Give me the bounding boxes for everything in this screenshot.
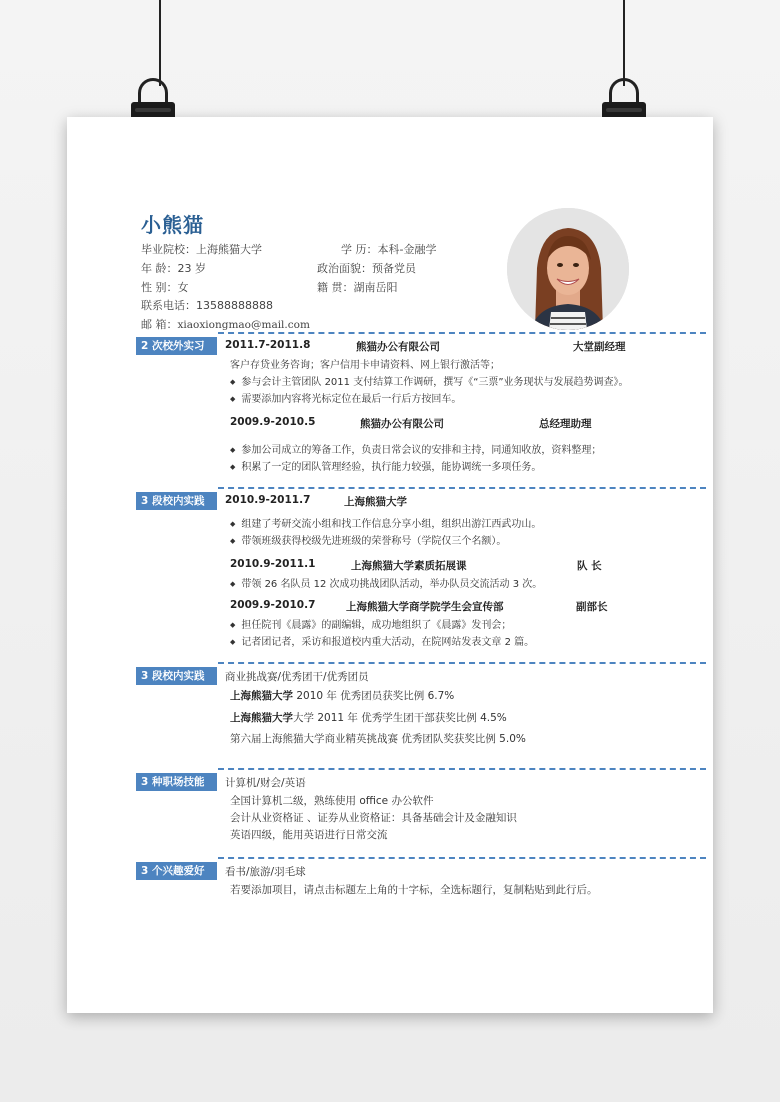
info-political: 政治面貌：预备党员 — [317, 262, 416, 275]
entry-bullet: ◆ 担任院刊《晨露》的副编辑，成功地组织了《晨露》发刊会； — [230, 616, 511, 631]
hanging-string-right — [623, 0, 625, 86]
award-line: 上海熊猫大学大学 2011 年 优秀学生团干部获奖比例 4.5% — [230, 712, 507, 724]
entry-role: 队 长 — [577, 560, 602, 572]
info-degree: 学 历：本科-金融学 — [341, 243, 437, 256]
entry-bullet: ◆ 组建了考研交流小组和找工作信息分享小组，组织出游江西武功山。 — [230, 515, 541, 530]
section-head: 计算机/财会/英语 — [225, 777, 306, 789]
section-divider — [218, 768, 706, 770]
profile-photo — [507, 208, 629, 330]
email-label: 邮 箱： — [141, 318, 178, 331]
entry-role: 总经理助理 — [539, 418, 592, 430]
entry-bullet: ◆ 带领 26 名队员 12 次成功挑战团队活动，举办队员交流活动 3 次。 — [230, 575, 542, 590]
info-email — [141, 316, 310, 332]
entry-bullet: ◆ 带领班级获得校级先进班级的荣誉称号（学院仅三个名额）。 — [230, 532, 506, 547]
skill-line: 全国计算机二级，熟练使用 office 办公软件 — [230, 795, 434, 807]
entry-bullet: ◆ 积累了一定的团队管理经验，执行能力较强，能协调统一多项任务。 — [230, 458, 541, 473]
hanging-string-left — [159, 0, 161, 86]
section-head: 商业挑战赛/优秀团干/优秀团员 — [225, 671, 369, 683]
section-divider — [218, 662, 706, 664]
entry-bullet: ◆ 记者团记者，采访和报道校内重大活动，在院网站发表文章 2 篇。 — [230, 633, 534, 648]
section-tag: 3 种职场技能 — [136, 773, 217, 791]
entry-org: 熊猫办公有限公司 — [356, 341, 440, 353]
skill-line: 会计从业资格证 、证券从业资格证：具备基础会计及金融知识 — [230, 812, 517, 824]
entry-role: 副部长 — [576, 601, 608, 613]
entry-date: 2009.9-2010.5 — [230, 416, 316, 428]
entry-date: 2009.9-2010.7 — [230, 599, 316, 611]
entry-date: 2010.9-2011.1 — [230, 558, 316, 570]
info-school: 毕业院校：上海熊猫大学 — [141, 243, 262, 256]
section-divider — [218, 332, 706, 334]
info-gender: 性 别：女 — [141, 281, 189, 294]
info-origin: 籍 贯：湖南岳阳 — [317, 281, 398, 294]
entry-bullet: ◆ 参与会计主管团队 2011 支付结算工作调研，撰写《“三票”业务现状与发展趋势调查》。 — [230, 373, 629, 388]
section-divider — [218, 487, 706, 489]
entry-date: 2011.7-2011.8 — [225, 339, 311, 351]
entry-date: 2010.9-2011.7 — [225, 494, 311, 506]
entry-plain-line: 客户存贷业务咨询；客户信用卡申请资料、网上银行激活等； — [230, 360, 500, 371]
entry-bullet: ◆ 需要添加内容将光标定位在最后一行后方按回车。 — [230, 390, 461, 405]
section-head: 看书/旅游/羽毛球 — [225, 866, 306, 878]
section-tag: 3 段校内实践 — [136, 667, 217, 685]
section-tag: 2 次校外实习 — [136, 337, 217, 355]
candidate-name: 小熊猫 — [141, 213, 204, 237]
hobby-line: 若要添加项目，请点击标题左上角的十字标，全选标题行，复制粘贴到此行后。 — [230, 884, 598, 896]
skill-line: 英语四级，能用英语进行日常交流 — [230, 829, 388, 841]
award-line: 上海熊猫大学 2010 年 优秀团员获奖比例 6.7% — [230, 690, 455, 702]
section-divider — [218, 857, 706, 859]
info-phone: 联系电话：13588888888 — [141, 299, 273, 312]
award-line: 第六届上海熊猫大学商业精英挑战赛 优秀团队奖获奖比例 5.0% — [230, 733, 526, 745]
section-tag: 3 个兴趣爱好 — [136, 862, 217, 880]
entry-org: 上海熊猫大学素质拓展课 — [351, 560, 467, 572]
entry-org: 上海熊猫大学 — [344, 496, 407, 508]
info-age: 年 龄：23 岁 — [141, 262, 206, 275]
email-value: xiaoxiongmao@mail.com — [177, 319, 310, 331]
entry-role: 大堂副经理 — [573, 341, 626, 353]
entry-org: 上海熊猫大学商学院学生会宣传部 — [346, 601, 504, 613]
section-tag: 3 段校内实践 — [136, 492, 217, 510]
entry-org: 熊猫办公有限公司 — [360, 418, 444, 430]
entry-bullet: ◆ 参加公司成立的筹备工作，负责日常会议的安排和主持，同通知收放，资料整理； — [230, 441, 601, 456]
resume-paper — [67, 117, 713, 1013]
